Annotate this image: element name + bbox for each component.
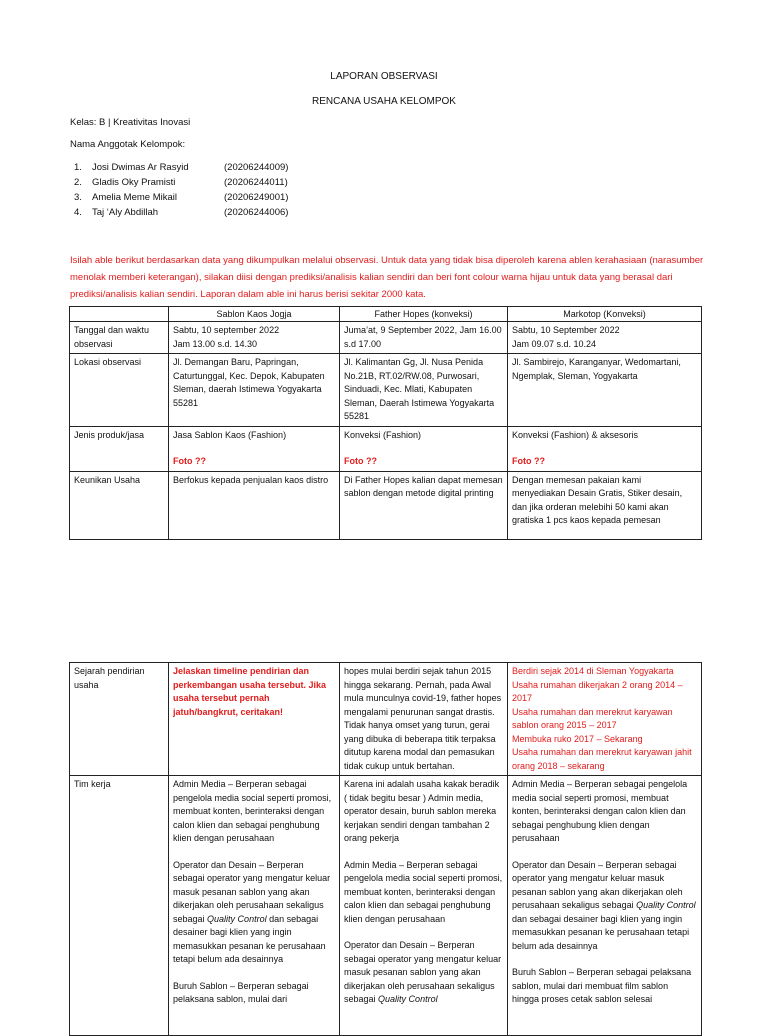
observation-table-continued — [69, 662, 702, 1036]
row-label: Lokasi observasi — [70, 354, 169, 427]
timeline-item: Usaha rumahan dan merekrut karyawan sablon orang 2015 – 2017 — [512, 706, 673, 730]
table-cell: Berfokus kepada penjualan kaos distro — [169, 471, 340, 539]
table-cell: Dengan memesan pakaian kami menyediakan Desain Gratis, Stiker desain, dan jika orderan melebihi 50 kami akan gratiska 1 pcs kaos kepada pemesan — [508, 471, 702, 539]
observation-table — [69, 306, 702, 540]
list-item: 1. Josi Dwimas Ar Rasyid (20206244009) — [74, 162, 289, 173]
member-id: (20206244011) — [224, 177, 288, 188]
instruction-text: Isilah able berikut berdasarkan data yang dikumpulkan melalui observasi. Untuk data yang tidak bisa diperoleh karena ablen kerahasiaan (narasumber menolak memberi keterangan), silakan diisi dengan prediksi/analisis kalian sendiri dan beri font colour warna hijau untuk data yang berasal dari prediksi/analisis kalian sendiri. Laporan dalam able ini harus berisi sekitar 2000 kata. — [70, 255, 704, 300]
table-cell: Jl. Demangan Baru, Papringan, Caturtunggal, Kec. Depok, Kabupaten Sleman, daerah Istimewa Yogyakarta 55281 — [169, 354, 340, 427]
timeline-item: Berdiri sejak 2014 di Sleman Yogyakarta — [512, 666, 674, 676]
timeline-item: Usaha rumahan dikerjakan 2 orang 2014 – 2017 — [512, 679, 683, 703]
table-cell: Konveksi (Fashion) Foto ?? — [340, 426, 508, 471]
table-row — [70, 322, 702, 354]
table-row — [70, 776, 702, 1036]
timeline-item: Usaha rumahan dan merekrut karyawan jahit orang 2018 – sekarang — [512, 747, 692, 771]
table-header: Father Hopes (konveksi) — [340, 307, 508, 322]
member-name: Amelia Meme Mikail — [92, 192, 177, 203]
table-cell — [508, 663, 702, 776]
table-header: Markotop (Konveksi) — [508, 307, 702, 322]
member-list — [74, 160, 288, 220]
row-label: Sejarah pendirian usaha — [70, 663, 169, 776]
row-label: Tim kerja — [70, 776, 169, 1036]
photo-placeholder: Foto ?? — [173, 456, 206, 466]
photo-placeholder: Foto ?? — [344, 456, 377, 466]
members-label: Nama Anggotak Kelompok: — [70, 139, 186, 150]
list-item: 3. Amelia Meme Mikail (20206249001) — [74, 192, 289, 203]
table-cell: Juma’at, 9 September 2022, Jam 16.00 s.d 17.00 — [340, 322, 508, 354]
report-subtitle: RENCANA USAHA KELOMPOK — [312, 96, 456, 107]
member-id: (20206249001) — [224, 192, 289, 203]
timeline-item: Membuka ruko 2017 – Sekarang — [512, 733, 643, 744]
list-item: 2. Gladis Oky Pramisti (20206244011) — [74, 177, 288, 188]
report-title: LAPORAN OBSERVASI — [330, 71, 438, 82]
table-row — [70, 426, 702, 471]
table-cell: Admin Media – Berperan sebagai pengelola media social seperti promosi, membuat konten, berinteraksi dengan calon klien dan sebagai penghubung klien dengan perusahaan Operator dan Desain – Berperan sebagai operator yang mengatur keluar masuk pesanan sablon yang akan dikerjakan oleh perusahaan sekaligus sebagai Quality Control dan sebagai desainer bagi klien yang ingin memasukkan pesanan ke perusahaan tetapi belum ada desainnya Buruh Sablon – Berperan sebagai pelaksana sablon, mulai dari — [169, 776, 340, 1036]
table-cell: Karena ini adalah usaha kakak beradik ( tidak begitu besar ) Admin media, operator desain, buruh sablon mereka kerjakan sendiri dengan tambahan 2 orang pekerja Admin Media – Berperan sebagai pengelola media social seperti promosi, membuat konten, berinteraksi dengan calon klien dan sebagai penghubung klien dengan perusahaan Operator dan Desain – Berperan sebagai operator yang mengatur keluar masuk pesanan sablon yang akan dikerjakan oleh perusahaan sekaligus sebagai Quality Control — [340, 776, 508, 1036]
table-header — [70, 307, 169, 322]
table-row — [70, 471, 702, 539]
member-name: Josi Dwimas Ar Rasyid — [92, 162, 189, 173]
row-label: Jenis produk/jasa — [70, 426, 169, 471]
class-label: Kelas: B | Kreativitas Inovasi — [70, 117, 191, 128]
row-label: Keunikan Usaha — [70, 471, 169, 539]
table-cell: Jelaskan timeline pendirian dan perkembangan usaha tersebut. Jika usaha tersebut pernah jatuh/bangkrut, ceritakan! — [169, 663, 340, 776]
table-cell: Jl. Kalimantan Gg, Jl. Nusa Penida No.21B, RT.02/RW.08, Purwosari, Sinduadi, Kec. Mlati, Kabupaten Sleman, Daerah Istimewa Yogyakarta 55281 — [340, 354, 508, 427]
table-cell: Jl. Sambirejo, Karanganyar, Wedomartani, Ngemplak, Sleman, Yogyakarta — [508, 354, 702, 427]
member-id: (20206244006) — [224, 207, 289, 218]
photo-placeholder: Foto ?? — [512, 456, 545, 466]
table-row — [70, 663, 702, 776]
table-cell: Admin Media – Berperan sebagai pengelola media social seperti promosi, membuat konten, berinteraksi dengan calon klien dan sebagai penghubung klien dengan perusahaan Operator dan Desain – Berperan sebagai operator yang mengatur keluar masuk pesanan sablon yang akan dikerjakan oleh perusahaan sekaligus sebagai Quality Control dan sebagai desainer bagi klien yang ingin memasukkan pesanan ke perusahaan tetapi belum ada desainnya Buruh Sablon – Berperan sebagai pelaksana sablon, mulai dari membuat film sablon hingga proses cetak sablon selesai — [508, 776, 702, 1036]
table-cell: Sabtu, 10 September 2022 Jam 09.07 s.d. 10.24 — [508, 322, 702, 354]
row-label: Tanggal dan waktu observasi — [70, 322, 169, 354]
table-cell: hopes mulai berdiri sejak tahun 2015 hingga sekarang. Pernah, pada Awal mula munculnya covid-19, father hopes mengalami penurunan sangat drastis. Tidak hanya omset yang turun, gerai yang dibuka di beberapa titik terpaksa ditutup karena modal dan pemasukan tidak cukup untuk bertahan. — [340, 663, 508, 776]
table-header-row — [70, 307, 702, 322]
member-name: Gladis Oky Pramisti — [92, 177, 176, 188]
member-name: Taj ‘Aly Abdillah — [92, 207, 159, 218]
table-cell: Konveksi (Fashion) & aksesoris Foto ?? — [508, 426, 702, 471]
table-header: Sablon Kaos Jogja — [169, 307, 340, 322]
table-row — [70, 354, 702, 427]
table-cell: Di Father Hopes kalian dapat memesan sablon dengan metode digital printing — [340, 471, 508, 539]
table-cell: Jasa Sablon Kaos (Fashion) Foto ?? — [169, 426, 340, 471]
table-cell: Sabtu, 10 september 2022 Jam 13.00 s.d. 14.30 — [169, 322, 340, 354]
list-item: 4. Taj ‘Aly Abdillah (20206244006) — [74, 207, 289, 218]
member-id: (20206244009) — [224, 162, 289, 173]
